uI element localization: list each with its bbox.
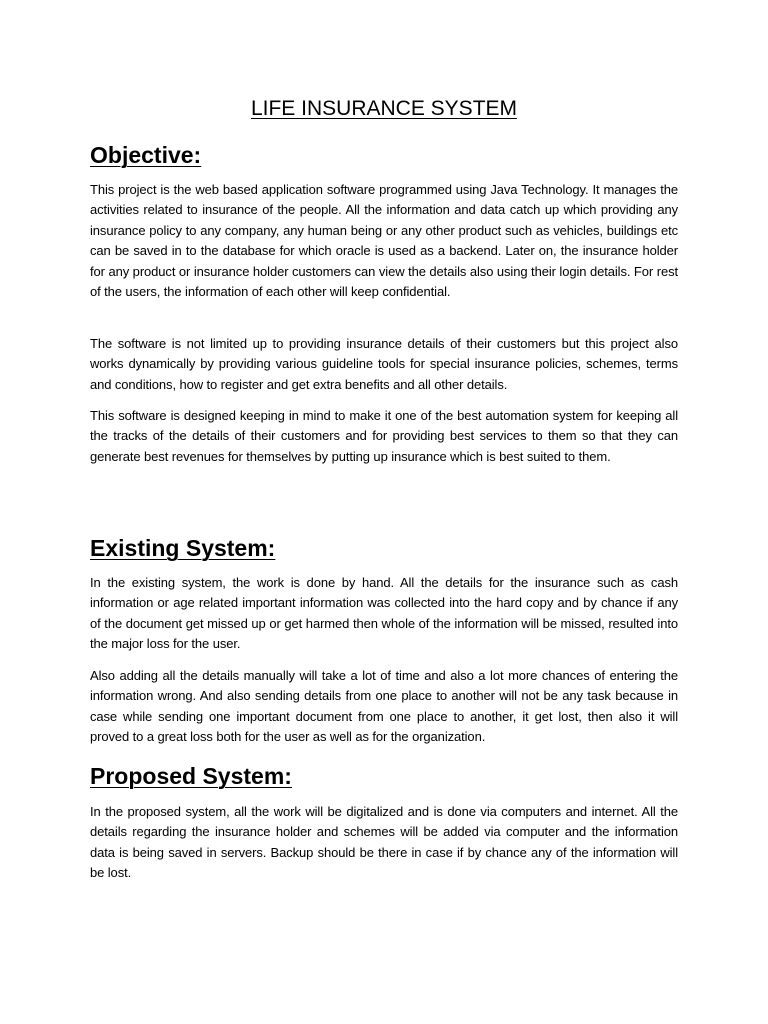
objective-paragraph-2: The software is not limited up to providing insurance details of their customers but this project also works dynamically by providing various guideline tools for special insurance policies, schemes, terms and conditions, how to register and get extra benefits and all other details. — [90, 336, 678, 392]
objective-paragraph-3: This software is designed keeping in mind to make it one of the best automation system for keeping all the tracks of the details of their customers and for providing best services to them so that they can generate best revenues for themselves by putting up insurance which is best suited to them. — [90, 408, 678, 464]
section-heading-proposed-system — [90, 762, 292, 790]
section-heading-existing-system — [90, 534, 275, 562]
existing-system-paragraph-2: Also adding all the details manually will take a lot of time and also a lot more chances of entering the information wrong. And also sending details from one place to another will not be any task because in case while sending one important document from one place to another, it get lost, then also it will proved to a great loss both for the user as well as for the organization. — [90, 668, 678, 745]
document-title-text: LIFE INSURANCE SYSTEM — [250, 97, 518, 120]
document-title — [0, 96, 768, 122]
section-heading-text: Objective: — [90, 142, 202, 168]
objective-paragraph-1: This project is the web based application software programmed using Java Technology. It manages the activities related to insurance of the people. All the information and data catch up which providing any insurance policy to any company, any human being or any other product such as vehicles, buildings etc can be saved in to the database for which oracle is used as a backend. Later on, the insurance holder for any product or insurance holder customers can view the details also using their login details. For rest of the users, the information of each other will keep confidential. — [90, 182, 678, 300]
section-heading-objective — [90, 141, 201, 169]
proposed-system-paragraph-1: In the proposed system, all the work will be digitalized and is done via computers and internet. All the details regarding the insurance holder and schemes will be added via computer and the information data is being saved in servers. Backup should be there in case if by chance any of the information will be lost. — [90, 804, 678, 881]
existing-system-paragraph-1: In the existing system, the work is done by hand. All the details for the insurance such as cash information or age related important information was collected into the hard copy and by chance if any of the document get missed up or get harmed then whole of the information will be missed, resulted into the major loss for the user. — [90, 575, 678, 652]
section-heading-text: Existing System: — [90, 535, 276, 561]
section-heading-text: Proposed System: — [90, 763, 292, 789]
